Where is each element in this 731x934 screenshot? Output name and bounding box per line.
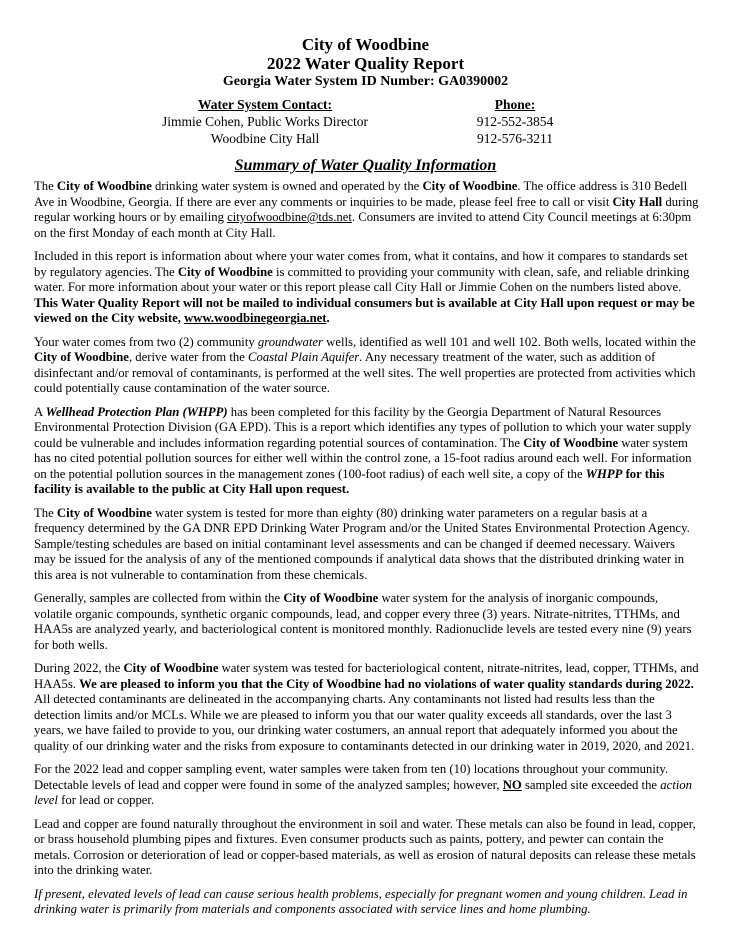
contact-phone: 912-576-3211 [477,131,553,146]
paragraph-lead-copper-sampling: For the 2022 lead and copper sampling event, water samples were taken from ten (10) locations throughout your community. Detectable levels of lead and copper were found in some of the analyzed samples; however, NO sampled site exceeded the action level for lead or copper. [34,762,692,807]
report-body [34,179,699,926]
report-subtitle: 2022 Water Quality Report [266,54,465,73]
paragraph-lead-copper-sources: Lead and copper are found naturally throughout the environment in soil and water. These metals can also be found in lead, copper, or brass household plumbing pipes and fixtures. Even consumer products such as paints, pottery, and pewter can contain the metals. Corrosion or deterioration of lead or copper-based materials, as well as erosion of natural deposits can release these metals into the drinking water. [34,816,696,877]
email-link[interactable]: cityofwoodbine@tds.net [227,210,352,224]
contact-heading: Water System Contact: [198,97,332,112]
report-title: City of Woodbine [301,35,430,54]
paragraph-lead-health: If present, elevated levels of lead can cause serious health problems, especially for pregnant women and young children. Lead in drinking water is primarily from materials and components associated with service lines and home plumbing. [34,886,688,916]
contact-phone: 912-552-3854 [476,114,554,129]
paragraph-office: The City of Woodbine drinking water system is owned and operated by the City of Woodbine. The office address is 310 Bedell Ave in Woodbine, Georgia. If there are ever any comments or inquiries to be made, please feel free to call or visit City Hall during regular working hours or by emailing cityofwoodbine@tds.net. Consumers are invited to attend City Council meetings at 6:30pm on the first Monday of each month at City Hall. [34,179,699,240]
contact-column [100,96,430,147]
paragraph-2022-results: During 2022, the City of Woodbine water system was tested for bacteriological content, nitrate-nitrites, lead, copper, TTHMs, and HAA5s. We are pleased to inform you that the City of Woodbine had no violations of water quality standards during 2022. All detected contaminants are delineated in the accompanying charts. Any contaminants not listed had results less than the detection limits and/or MCLs. While we are pleased to inform you that our water quality exceeds all standards, over the last 3 years, we have failed to provide to you, our drinking water costumers, an annual report that adequately informed you about the quality of our drinking water and the risks from exposure to contaminants detected in our drinking water in 2019, 2020, and 2021. [34,661,699,753]
system-id: Georgia Water System ID Number: GA0390002 [222,74,509,89]
paragraph-water-source: Your water comes from two (2) community groundwater wells, identified as well 101 and well 102. Both wells, located within the City of Woodbine, derive water from the Coastal Plain Aquifer. Any necessary treatment of the water, such as addition of disinfectant and/or removal of contaminants, is performed at the well sites. The well properties are protected from activities which could potentially cause contamination of the water source. [34,334,696,395]
paragraph-testing: The City of Woodbine water system is tested for more than eighty (80) drinking water parameters on a regular basis at a frequency determined by the GA DNR EPD Drinking Water Program and/or the United States Environmental Protection Agency. Sample/testing schedules are based on initial contaminant level assessments and can be changed if deemed necessary. Waivers may be issued for the analysis of any of the mentioned compounds if analytical data shows that the distributed drinking water in this area is not vulnerable to contamination from these chemicals. [34,505,690,582]
paragraph-sampling: Generally, samples are collected from within the City of Woodbine water system for the analysis of inorganic compounds, volatile organic compounds, synthetic organic compounds, lead, and copper every three (3) years. Nitrate-nitrites, TTHMs, and HAA5s are analyzed yearly, and bacteriological content is monitored monthly. Radionuclide levels are tested every nine (9) years for both wells. [34,591,692,652]
paragraph-whpp: A Wellhead Protection Plan (WHPP) has been completed for this facility by the Georgia Department of Natural Resources Environmental Protection Division (GA EPD). This is a report which identifies any types of pollution to which your water supply could be vulnerable and includes information regarding potential sources of contamination. The City of Woodbine water system has no cited potential pollution sources for either well within the control zone, a 15-foot radius around each well. For information on the potential pollution sources in the management zones (100-foot radius) of each well site, a copy of the WHPP for this facility is available to the public at City Hall upon request. [34,404,692,496]
phone-heading: Phone: [494,97,536,112]
paragraph-report-info: Included in this report is information about where your water comes from, what it contains, and how it compares to standards set by regulatory agencies. The City of Woodbine is committed to providing your community with clean, safe, and reliable drinking water. For more information about your water or this report please call City Hall or Jimmie Cohen on the numbers listed above. This Water Quality Report will not be mailed to individual consumers but is available at City Hall upon request or may be viewed on the City website, www.woodbinegeorgia.net. [34,249,695,325]
contact-name: Jimmie Cohen, Public Works Director [161,114,368,129]
contact-name: Woodbine City Hall [210,131,320,146]
website-link[interactable]: www.woodbinegeorgia.net [184,311,327,325]
phone-column [455,96,575,147]
summary-heading: Summary of Water Quality Information [234,157,497,174]
